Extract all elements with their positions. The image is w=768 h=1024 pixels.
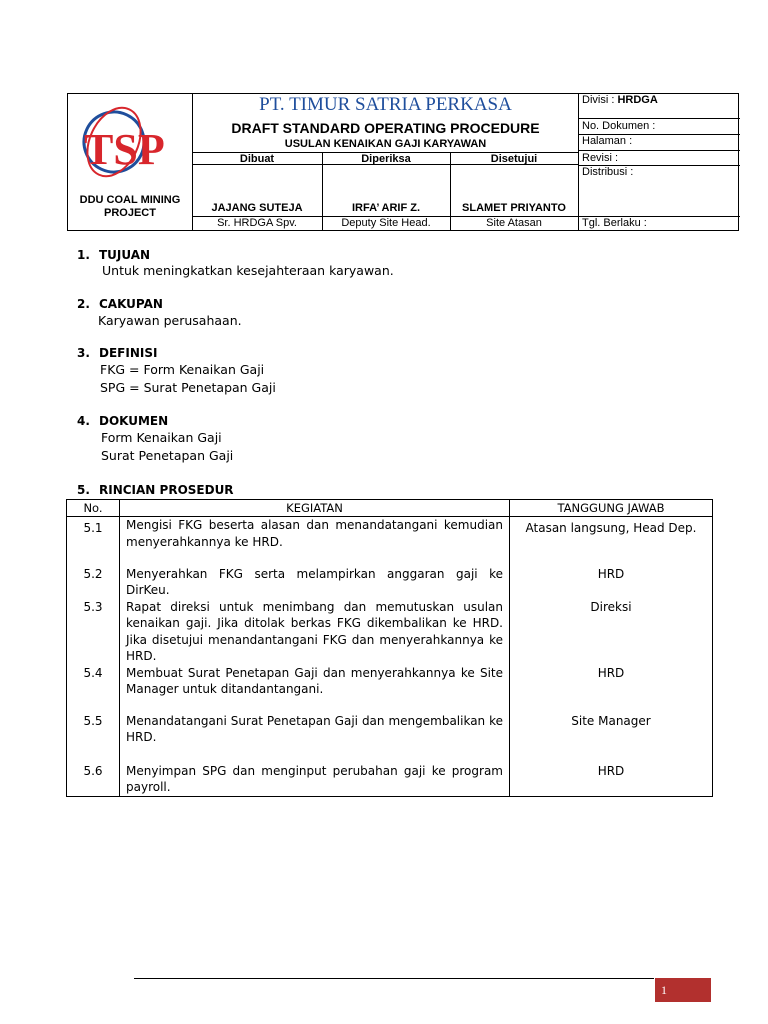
logo-text: TSP: [84, 125, 165, 174]
signer-diperiksa: IRFA’ ARIF Z.: [351, 202, 421, 214]
row-kegiatan: Mengisi FKG beserta alasan dan menandatangani kemudian menyerahkannya ke HRD.: [120, 517, 510, 566]
row-no: 5.3: [67, 599, 120, 665]
no-dokumen-label: No. Dokumen :: [582, 120, 656, 132]
section-tujuan-title: 1. TUJUAN: [77, 248, 151, 262]
dokumen-spg: Surat Penetapan Gaji: [101, 448, 234, 463]
footer-rule: [134, 978, 654, 979]
table-row: [67, 566, 713, 599]
row-tanggung-jawab: HRD: [510, 665, 713, 713]
halaman-label: Halaman :: [582, 135, 633, 147]
divisi-value: HRDGA: [617, 94, 658, 106]
section-dokumen-title: 4. DOKUMEN: [77, 414, 169, 428]
company-name: PT. TIMUR SATRIA PERKASA: [259, 94, 512, 115]
row-kegiatan: Menyimpan SPG dan menginput perubahan gaji ke program payroll.: [120, 763, 510, 797]
section-cakupan-title: 2. CAKUPAN: [77, 297, 163, 311]
table-row: [67, 713, 713, 763]
table-row: [67, 665, 713, 713]
table-row: [67, 763, 713, 797]
definisi-spg: SPG = Surat Penetapan Gaji: [100, 380, 276, 395]
column-disetujui: Disetujui: [490, 153, 538, 165]
header-kegiatan: KEGIATAN: [120, 500, 510, 517]
divisi-label: Divisi :: [582, 94, 615, 106]
position-diperiksa: Deputy Site Head.: [341, 217, 431, 229]
row-kegiatan: Menandatangani Surat Penetapan Gaji dan mengembalikan ke HRD.: [120, 713, 510, 763]
position-disetujui: Site Atasan: [486, 217, 542, 229]
revisi-label: Revisi :: [582, 152, 619, 164]
definisi-fkg: FKG = Form Kenaikan Gaji: [100, 362, 265, 377]
table-row: [67, 517, 713, 566]
row-tanggung-jawab: Direksi: [510, 599, 713, 665]
row-tanggung-jawab: Site Manager: [510, 713, 713, 763]
signer-dibuat: JAJANG SUTEJA: [211, 202, 303, 214]
row-no: 5.4: [67, 665, 120, 713]
dokumen-fkg: Form Kenaikan Gaji: [101, 430, 222, 445]
procedure-table: [66, 499, 713, 797]
signer-disetujui: SLAMET PRIYANTO: [462, 202, 566, 214]
section-rincian-title: 5. RINCIAN PROSEDUR: [77, 483, 234, 497]
table-header-row: [67, 500, 713, 517]
divisi-field: [582, 94, 658, 106]
header-divider: [578, 150, 740, 151]
section-definisi-title: 3. DEFINISI: [77, 346, 158, 360]
row-no: 5.1: [67, 517, 120, 566]
document-header: [67, 93, 739, 231]
row-tanggung-jawab: HRD: [510, 763, 713, 797]
table-row: [67, 599, 713, 665]
project-name: DDU COAL MINING PROJECT: [79, 194, 181, 219]
row-tanggung-jawab: HRD: [510, 566, 713, 599]
row-tanggung-jawab: Atasan langsung, Head Dep.: [510, 517, 713, 566]
column-diperiksa: Diperiksa: [361, 153, 411, 165]
header-divider: [578, 118, 740, 119]
page-number-box: [655, 978, 711, 1002]
company-logo: [76, 102, 184, 182]
distribusi-label: Distribusi :: [582, 166, 634, 178]
column-dibuat: Dibuat: [239, 153, 275, 165]
row-no: 5.6: [67, 763, 120, 797]
tgl-berlaku-label: Tgl. Berlaku :: [582, 217, 647, 229]
header-tanggung-jawab: TANGGUNG JAWAB: [510, 500, 713, 517]
row-no: 5.2: [67, 566, 120, 599]
row-kegiatan: Menyerahkan FKG serta melampirkan anggaran gaji ke DirKeu.: [120, 566, 510, 599]
sop-subtitle: USULAN KENAIKAN GAJI KARYAWAN: [284, 138, 487, 150]
page-number: 1: [661, 983, 667, 997]
section-cakupan-text: Karyawan perusahaan.: [98, 313, 242, 328]
sop-title: DRAFT STANDARD OPERATING PROCEDURE: [231, 120, 540, 136]
header-no: No.: [67, 500, 120, 517]
row-kegiatan: Membuat Surat Penetapan Gaji dan menyerahkannya ke Site Manager untuk ditandantangani.: [120, 665, 510, 713]
row-no: 5.5: [67, 713, 120, 763]
position-dibuat: Sr. HRDGA Spv.: [217, 217, 297, 229]
row-kegiatan: Rapat direksi untuk menimbang dan memutuskan usulan kenaikan gaji. Jika ditolak berkas FKG dikembalikan ke HRD. Jika disetujui menandantangani FKG dan menyerahkannya ke HRD.: [120, 599, 510, 665]
section-tujuan-text: Untuk meningkatkan kesejahteraan karyawan.: [102, 263, 394, 278]
